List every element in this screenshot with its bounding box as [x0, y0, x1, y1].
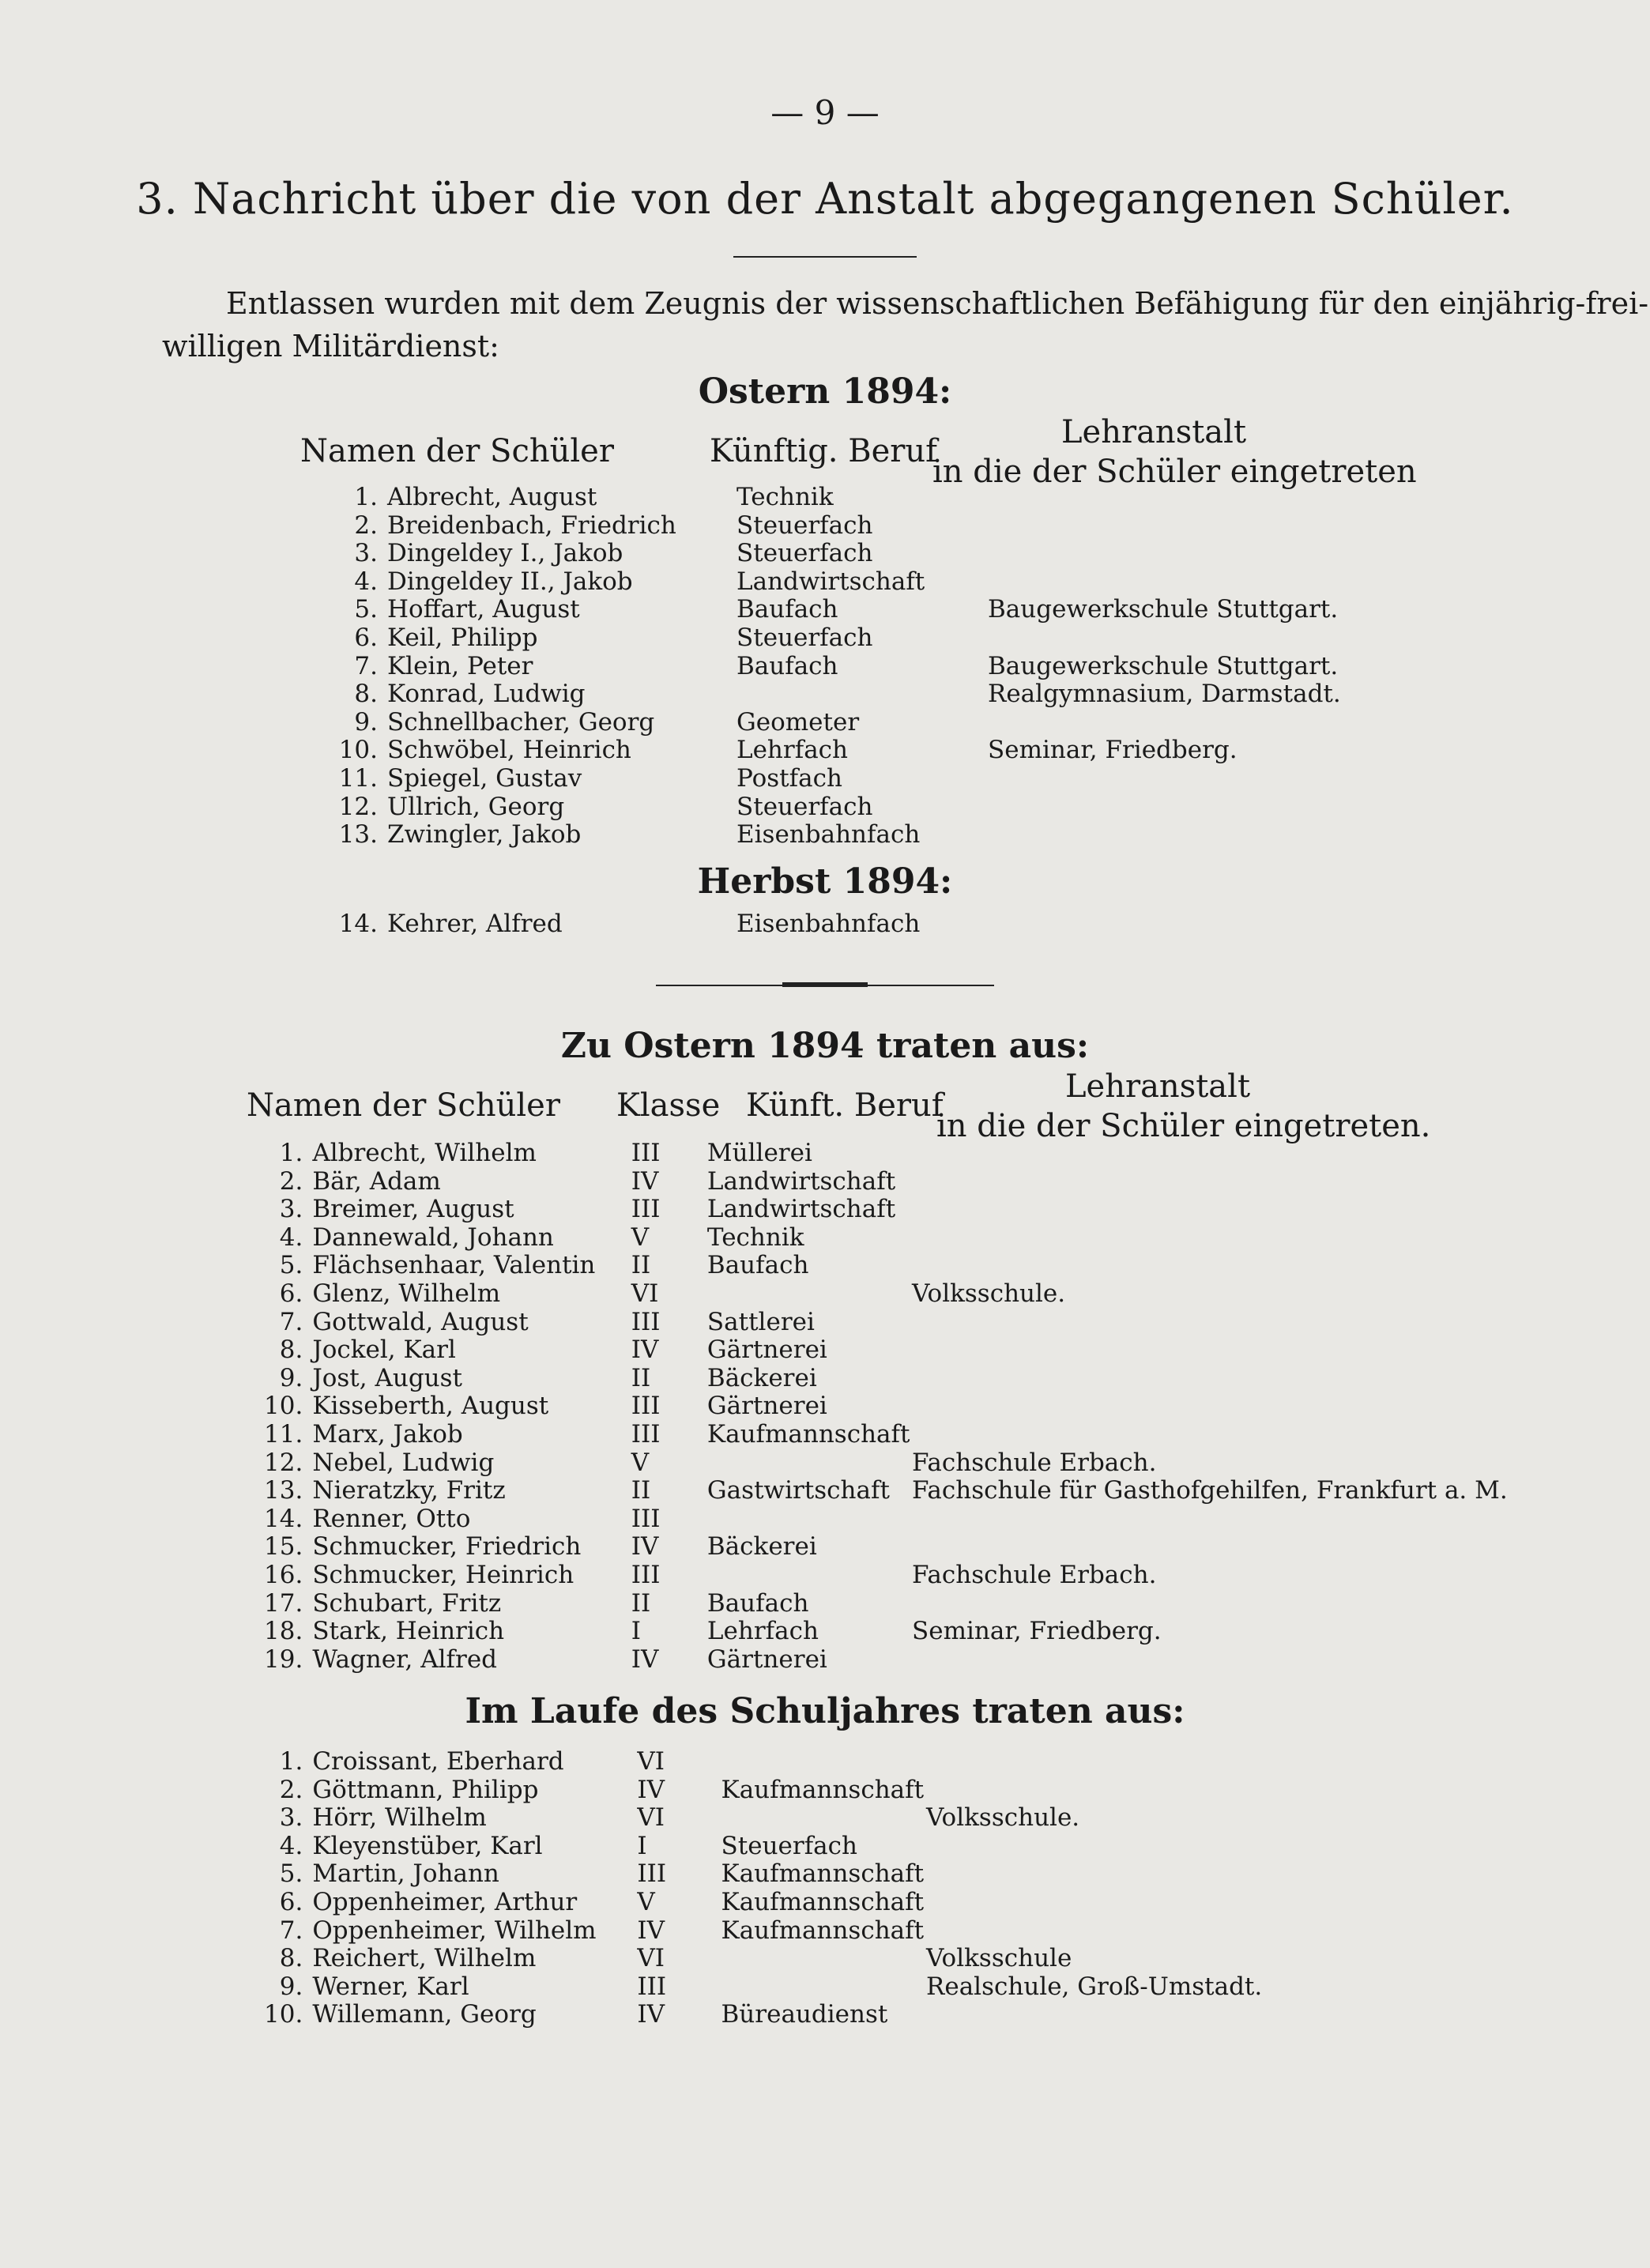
cell-beruf: Eisenbahnfach [736, 910, 921, 938]
cell-name: Keil, Philipp [387, 623, 538, 652]
schuljahr-row [264, 1833, 1650, 1861]
cell-anstalt [988, 765, 1383, 793]
cell-beruf: Gärtnerei [706, 1644, 827, 1674]
section-title: 3. Nachricht über die von der Anstalt abgegangenen Schüler. [136, 174, 1514, 224]
cell-num: 10. [338, 736, 378, 765]
zu-ostern-heading: Zu Ostern 1894 traten aus: [560, 1026, 1090, 1066]
cell-beruf: Kaufmannschaft [721, 1859, 925, 1889]
ostern-row [332, 484, 1383, 512]
cell-name: Hoffart, August [387, 595, 580, 624]
cell-anstalt [912, 1252, 1650, 1280]
cell-num: 5. [279, 1251, 303, 1280]
cell-num: 3. [279, 1195, 303, 1224]
cell-klasse: I [631, 1617, 641, 1646]
zu-ostern-row [264, 1449, 1650, 1478]
cell-name: Schnellbacher, Georg [387, 707, 655, 737]
cell-anstalt [926, 1776, 1650, 1805]
cell-name: Schubart, Fritz [312, 1588, 502, 1618]
ostern-row [332, 568, 1383, 597]
cell-klasse: I [637, 1831, 647, 1860]
cell-name: Jockel, Karl [312, 1336, 456, 1365]
cell-name: Schmucker, Heinrich [312, 1560, 574, 1589]
cell-beruf: Sattlerei [706, 1307, 815, 1336]
cell-beruf: Steuerfach [721, 1831, 857, 1860]
cell-beruf: Steuerfach [736, 792, 873, 821]
p2-header-lehranstalt: Lehranstalt [1064, 1068, 1251, 1105]
cell-num: 3. [279, 1803, 303, 1833]
cell-name: Bär, Adam [312, 1166, 441, 1196]
schuljahr-row [264, 2001, 1650, 2029]
cell-name: Göttmann, Philipp [312, 1775, 539, 1804]
intro-line-2: willigen Militärdienst: [162, 329, 499, 364]
schuljahr-row [264, 1804, 1650, 1833]
cell-beruf: Gärtnerei [706, 1392, 827, 1421]
cell-name: Nebel, Ludwig [312, 1448, 495, 1477]
cell-num: 1. [279, 1747, 303, 1776]
cell-num: 1. [279, 1139, 303, 1167]
cell-klasse: IV [631, 1336, 659, 1365]
cell-beruf [707, 1449, 912, 1478]
cell-num: 11. [264, 1419, 303, 1449]
cell-beruf: Landwirtschaft [706, 1195, 896, 1224]
cell-beruf: Baufach [736, 595, 838, 624]
schuljahr-row [264, 1945, 1650, 1973]
schuljahr-heading: Im Laufe des Schuljahres traten aus: [465, 1691, 1185, 1731]
cell-num: 2. [279, 1775, 303, 1804]
cell-klasse: III [631, 1139, 661, 1167]
zu-ostern-row [264, 1590, 1650, 1618]
cell-name: Reichert, Wilhelm [312, 1944, 537, 1973]
ostern-row [332, 765, 1383, 793]
ostern-row [332, 680, 1383, 709]
cell-klasse: III [637, 1859, 667, 1889]
cell-anstalt [912, 1392, 1650, 1421]
cell-num: 14. [264, 1504, 303, 1533]
schuljahr-row [264, 1917, 1650, 1946]
cell-anstalt: Realschule, Groß-Umstadt. [926, 1972, 1263, 2001]
cell-name: Konrad, Ludwig [387, 680, 586, 709]
cell-num: 6. [279, 1279, 303, 1308]
cell-num: 4. [279, 1223, 303, 1252]
cell-beruf: Eisenbahnfach [736, 820, 921, 850]
cell-num: 6. [354, 623, 378, 652]
cell-anstalt [912, 1505, 1650, 1534]
cell-anstalt [926, 1889, 1650, 1917]
cell-beruf: Postfach [736, 763, 842, 793]
cell-anstalt: Baugewerkschule Stuttgart. [988, 595, 1339, 624]
zu-ostern-row [264, 1365, 1650, 1393]
cell-name: Breidenbach, Friedrich [387, 510, 676, 540]
cell-num: 4. [279, 1831, 303, 1860]
cell-klasse: III [631, 1392, 661, 1421]
cell-name: Croissant, Eberhard [312, 1747, 564, 1776]
herbst-heading: Herbst 1894: [697, 861, 953, 902]
cell-name: Werner, Karl [312, 1972, 469, 2001]
ostern-row [332, 624, 1383, 653]
cell-anstalt: Volksschule. [926, 1803, 1080, 1833]
cell-beruf: Bäckerei [706, 1363, 817, 1392]
cell-num: 10. [264, 1392, 303, 1421]
cell-num: 9. [279, 1363, 303, 1392]
cell-klasse: IV [637, 1775, 665, 1804]
cell-beruf: Gastwirtschaft [706, 1476, 890, 1505]
cell-name: Dingeldey II., Jakob [387, 567, 633, 596]
cell-num: 18. [264, 1617, 303, 1646]
cell-name: Dingeldey I., Jakob [387, 539, 623, 568]
cell-beruf: Steuerfach [736, 623, 873, 652]
cell-name: Breimer, August [312, 1195, 514, 1224]
cell-name: Schwöbel, Heinrich [387, 736, 631, 765]
cell-beruf: Kaufmannschaft [721, 1916, 925, 1945]
cell-num: 12. [264, 1448, 303, 1477]
cell-klasse: II [631, 1588, 651, 1618]
cell-klasse: IV [637, 2000, 665, 2029]
cell-num: 13. [264, 1476, 303, 1505]
cell-beruf: Landwirtschaft [706, 1166, 896, 1196]
schuljahr-row [264, 1889, 1650, 1917]
cell-beruf: Landwirtschaft [736, 567, 925, 596]
cell-beruf: Lehrfach [736, 736, 848, 765]
cell-anstalt: Volksschule. [911, 1279, 1066, 1308]
cell-beruf: Baufach [706, 1251, 809, 1280]
zu-ostern-row [264, 1562, 1650, 1590]
cell-num: 13. [338, 820, 378, 850]
cell-anstalt [912, 1336, 1650, 1365]
cell-beruf: Büreaudienst [721, 2000, 888, 2029]
cell-name: Gottwald, August [312, 1307, 529, 1336]
cell-klasse: V [631, 1448, 650, 1477]
zu-ostern-row [264, 1618, 1650, 1646]
cell-anstalt [926, 1860, 1650, 1889]
cell-anstalt [926, 1748, 1650, 1776]
cell-klasse: III [631, 1560, 661, 1589]
cell-num: 14. [338, 910, 378, 938]
title-divider [733, 256, 917, 258]
cell-anstalt [912, 1421, 1650, 1449]
cell-num: 1. [354, 483, 378, 511]
cell-name: Renner, Otto [312, 1504, 471, 1533]
p1-header-name: Namen der Schüler [300, 433, 614, 469]
cell-num: 9. [279, 1972, 303, 2001]
cell-beruf: Steuerfach [736, 510, 873, 540]
zu-ostern-row [264, 1392, 1650, 1421]
cell-beruf: Gärtnerei [706, 1336, 827, 1365]
cell-num: 5. [279, 1859, 303, 1889]
cell-klasse: II [631, 1251, 651, 1280]
cell-beruf: Lehrfach [706, 1617, 819, 1646]
cell-num: 8. [354, 680, 378, 709]
ostern-row [332, 737, 1383, 765]
zu-ostern-table [264, 1140, 1650, 1674]
cell-anstalt [926, 1917, 1650, 1946]
p1-header-beruf: Künftig. Beruf [710, 433, 937, 469]
cell-anstalt [988, 910, 1383, 939]
ostern-row [332, 512, 1383, 541]
cell-beruf: Müllerei [706, 1139, 812, 1167]
cell-num: 8. [279, 1944, 303, 1973]
cell-anstalt [988, 624, 1383, 653]
cell-beruf: Bäckerei [706, 1532, 817, 1562]
cell-beruf [721, 1748, 926, 1776]
ostern-row [332, 653, 1383, 681]
cell-name: Klein, Peter [387, 651, 533, 680]
cell-anstalt: Seminar, Friedberg. [911, 1617, 1162, 1646]
cell-name: Wagner, Alfred [312, 1644, 498, 1674]
zu-ostern-row [264, 1252, 1650, 1280]
cell-beruf [721, 1945, 926, 1973]
schuljahr-row [264, 1973, 1650, 2002]
cell-num: 2. [279, 1166, 303, 1196]
cell-klasse: III [631, 1504, 661, 1533]
p1-header-lehranstalt: Lehranstalt [1060, 414, 1247, 450]
cell-klasse: IV [631, 1532, 659, 1562]
ostern-heading: Ostern 1894: [698, 371, 952, 412]
schuljahr-row [264, 1860, 1650, 1889]
cell-klasse: III [631, 1419, 661, 1449]
cell-num: 16. [264, 1560, 303, 1589]
herbst-table [332, 910, 1383, 939]
cell-num: 15. [264, 1532, 303, 1562]
cell-klasse: VI [637, 1944, 665, 1973]
cell-klasse: II [631, 1363, 651, 1392]
p2-header-klasse: Klasse [616, 1087, 721, 1124]
schuljahr-row [264, 1776, 1650, 1805]
cell-anstalt [988, 512, 1383, 541]
cell-anstalt [912, 1365, 1650, 1393]
cell-name: Ullrich, Georg [387, 792, 565, 821]
cell-klasse: V [631, 1223, 650, 1252]
cell-num: 5. [354, 595, 378, 624]
cell-num: 4. [354, 567, 378, 596]
cell-name: Hörr, Wilhelm [312, 1803, 487, 1833]
cell-beruf: Steuerfach [736, 539, 873, 568]
ostern-row [332, 709, 1383, 737]
cell-anstalt [988, 540, 1383, 568]
ostern-row [332, 540, 1383, 568]
cell-beruf: Technik [706, 1223, 804, 1252]
cell-name: Martin, Johann [312, 1859, 499, 1889]
zu-ostern-row [264, 1477, 1650, 1505]
cell-num: 11. [338, 763, 378, 793]
p2-header-beruf: Künft. Beruf [746, 1087, 944, 1124]
cell-name: Kehrer, Alfred [387, 910, 563, 938]
herbst-row [332, 910, 1383, 939]
zu-ostern-row [264, 1224, 1650, 1253]
cell-anstalt: Fachschule Erbach. [911, 1560, 1157, 1589]
cell-anstalt [912, 1533, 1650, 1562]
cell-klasse: IV [631, 1644, 659, 1674]
cell-beruf [721, 1804, 926, 1833]
cell-name: Kleyenstüber, Karl [312, 1831, 543, 1860]
cell-num: 3. [354, 539, 378, 568]
ostern-row [332, 793, 1383, 822]
cell-num: 12. [338, 792, 378, 821]
p1-header-lehranstalt-sub: in die der Schüler eingetreten [932, 454, 1417, 490]
cell-num: 19. [264, 1644, 303, 1674]
ostern-row [332, 821, 1383, 850]
cell-name: Kisseberth, August [312, 1392, 549, 1421]
cell-name: Stark, Heinrich [312, 1617, 505, 1646]
zu-ostern-row [264, 1168, 1650, 1196]
cell-num: 10. [264, 2000, 303, 2029]
cell-anstalt [988, 821, 1383, 850]
cell-anstalt [988, 793, 1383, 822]
cell-beruf [707, 1280, 912, 1309]
cell-klasse: VI [637, 1747, 665, 1776]
zu-ostern-row [264, 1196, 1650, 1224]
schuljahr-table [264, 1748, 1650, 2029]
cell-name: Willemann, Georg [312, 2000, 537, 2029]
cell-anstalt [912, 1590, 1650, 1618]
cell-anstalt: Fachschule Erbach. [911, 1448, 1157, 1477]
cell-num: 9. [354, 707, 378, 737]
cell-num: 6. [279, 1887, 303, 1916]
cell-klasse: IV [631, 1166, 659, 1196]
cell-anstalt [912, 1168, 1650, 1196]
cell-beruf [707, 1505, 912, 1534]
cell-klasse: IV [637, 1916, 665, 1945]
cell-beruf: Kaufmannschaft [721, 1775, 925, 1804]
cell-anstalt [912, 1224, 1650, 1253]
cell-name: Spiegel, Gustav [387, 763, 582, 793]
zu-ostern-row [264, 1421, 1650, 1449]
intro-line-1: Entlassen wurden mit dem Zeugnis der wissenschaftlichen Befähigung für den einjährig-frei- [226, 286, 1649, 321]
cell-klasse: III [631, 1307, 661, 1336]
cell-klasse: III [631, 1195, 661, 1224]
schuljahr-row [264, 1748, 1650, 1776]
cell-anstalt [912, 1196, 1650, 1224]
cell-name: Zwingler, Jakob [387, 820, 582, 850]
zu-ostern-row [264, 1646, 1650, 1675]
cell-num: 7. [279, 1916, 303, 1945]
cell-name: Oppenheimer, Wilhelm [312, 1916, 597, 1945]
cell-beruf: Kaufmannschaft [706, 1419, 910, 1449]
cell-beruf [721, 1973, 926, 2002]
cell-beruf: Baufach [706, 1588, 809, 1618]
cell-klasse: II [631, 1476, 651, 1505]
p2-header-lehranstalt-sub: in die der Schüler eingetreten. [936, 1108, 1431, 1144]
section-divider-bold [782, 982, 868, 987]
zu-ostern-row [264, 1140, 1650, 1168]
cell-name: Marx, Jakob [312, 1419, 463, 1449]
cell-anstalt [912, 1140, 1650, 1168]
cell-beruf [736, 680, 988, 709]
cell-name: Dannewald, Johann [312, 1223, 554, 1252]
cell-name: Oppenheimer, Arthur [312, 1887, 578, 1916]
cell-anstalt: Realgymnasium, Darmstadt. [988, 680, 1341, 709]
cell-anstalt: Seminar, Friedberg. [988, 736, 1238, 765]
cell-beruf [707, 1562, 912, 1590]
cell-num: 2. [354, 510, 378, 540]
zu-ostern-row [264, 1336, 1650, 1365]
cell-klasse: V [637, 1887, 655, 1916]
cell-anstalt: Fachschule für Gasthofgehilfen, Frankfurt a. M. [911, 1476, 1508, 1505]
cell-anstalt [988, 568, 1383, 597]
ostern-table [332, 484, 1383, 850]
zu-ostern-row [264, 1505, 1650, 1534]
cell-anstalt [912, 1309, 1650, 1337]
cell-beruf: Kaufmannschaft [721, 1887, 925, 1916]
p2-header-name: Namen der Schüler [247, 1087, 560, 1124]
cell-beruf: Baufach [736, 651, 838, 680]
cell-anstalt: Baugewerkschule Stuttgart. [988, 651, 1339, 680]
zu-ostern-row [264, 1533, 1650, 1562]
cell-num: 17. [264, 1588, 303, 1618]
cell-name: Jost, August [312, 1363, 463, 1392]
page-number: — 9 — [770, 93, 880, 132]
cell-anstalt [912, 1646, 1650, 1675]
cell-name: Albrecht, Wilhelm [312, 1139, 537, 1167]
cell-name: Schmucker, Friedrich [312, 1532, 582, 1562]
cell-num: 7. [354, 651, 378, 680]
cell-anstalt [926, 2001, 1650, 2029]
cell-klasse: III [637, 1972, 667, 2001]
cell-beruf: Geometer [736, 707, 860, 737]
cell-beruf: Technik [736, 483, 834, 511]
cell-klasse: VI [631, 1279, 659, 1308]
cell-anstalt [988, 709, 1383, 737]
zu-ostern-row [264, 1309, 1650, 1337]
ostern-row [332, 596, 1383, 624]
cell-name: Nieratzky, Fritz [312, 1476, 506, 1505]
cell-anstalt [988, 484, 1383, 512]
cell-name: Glenz, Wilhelm [312, 1279, 501, 1308]
cell-name: Flächsenhaar, Valentin [312, 1251, 596, 1280]
zu-ostern-row [264, 1280, 1650, 1309]
cell-klasse: VI [637, 1803, 665, 1833]
cell-anstalt [926, 1833, 1650, 1861]
cell-num: 8. [279, 1336, 303, 1365]
cell-name: Albrecht, August [387, 483, 597, 511]
cell-anstalt: Volksschule [926, 1944, 1072, 1973]
cell-num: 7. [279, 1307, 303, 1336]
